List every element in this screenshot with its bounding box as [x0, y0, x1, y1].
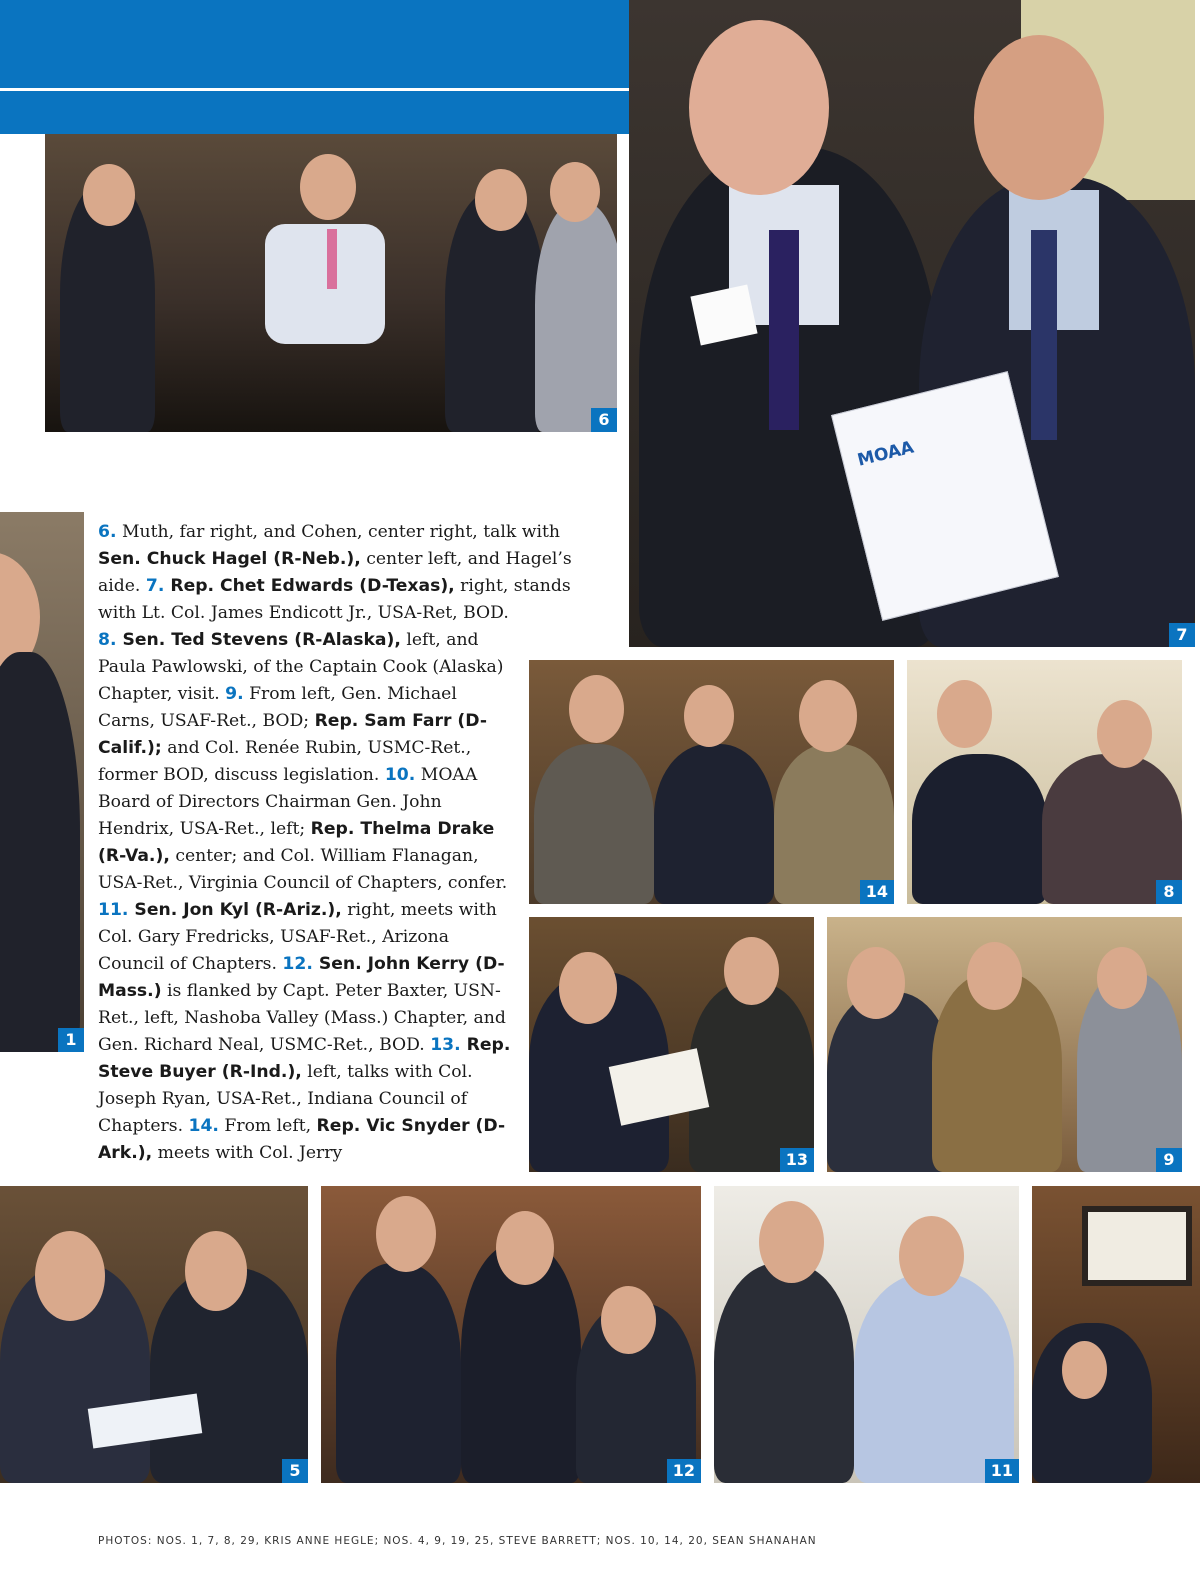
head: [759, 1201, 824, 1283]
head: [724, 937, 779, 1005]
photo-number: 14: [860, 880, 894, 904]
photo-credits: PHOTOS: NOS. 1, 7, 8, 29, KRIS ANNE HEGLE; NOS. 4, 9, 19, 25, STEVE BARRETT; NOS. 10, 14, 20, SEAN SHANAHAN: [98, 1535, 817, 1547]
caption-body: MOAA Board of Directors Chairman Gen. John Hendrix, USA-Ret., left;: [98, 765, 478, 839]
caption-number: 10.: [384, 765, 416, 785]
head: [967, 942, 1022, 1010]
photo-number: 1: [58, 1028, 84, 1052]
caption-body: is flanked by Capt. Peter Baxter, USN-Ret., left, Nashoba Valley (Mass.) Chapter, and Gen. Richard Neal, USMC-Ret., BOD.: [98, 981, 506, 1055]
head: [847, 947, 905, 1019]
caption-text-narrow: [98, 627, 513, 1167]
caption-body: right, meets with Col. Gary Fredricks, USAF-Ret., Arizona Council of Chapters.: [98, 900, 497, 974]
photo-number: 6: [591, 408, 617, 432]
head: [496, 1211, 554, 1285]
caption-number: 12.: [282, 954, 313, 974]
head: [550, 162, 600, 222]
caption-body: From left, Gen. Michael Carns, USAF-Ret., BOD;: [98, 684, 457, 731]
photo-8: [907, 660, 1182, 904]
photo-13: [529, 917, 814, 1172]
caption-number: 8.: [98, 630, 117, 650]
person: [535, 202, 617, 432]
photo-number: 12: [667, 1459, 701, 1483]
tie: [769, 230, 799, 430]
photo-number: 8: [1156, 880, 1182, 904]
caption-number: 7.: [145, 576, 165, 596]
photo-1: [0, 512, 84, 1052]
caption-body: center; and Col. William Flanagan, USA-Ret., Virginia Council of Chapters, confer.: [98, 846, 508, 893]
caption-name: Sen. Chuck Hagel (R-Neb.),: [98, 549, 361, 569]
caption-name: Rep. Vic Snyder (D-Ark.),: [98, 1116, 506, 1163]
caption-name: Rep. Thelma Drake (R-Va.),: [98, 819, 495, 866]
caption-name: Sen. Jon Kyl (R-Ariz.),: [128, 900, 342, 920]
head: [185, 1231, 247, 1311]
head: [83, 164, 135, 226]
caption-body: left, talks with Col. Joseph Ryan, USA-Ret., Indiana Council of Chapters.: [98, 1062, 473, 1136]
caption-body: left, and Paula Pawlowski, of the Captain Cook (Alaska) Chapter, visit.: [98, 630, 504, 704]
photo-number: 7: [1169, 623, 1195, 647]
folder-logo: MOAA: [855, 437, 916, 471]
header-band-rule: [0, 88, 630, 91]
caption-body: right, stands with Lt. Col. James Endicott Jr., USA-Ret, BOD.: [98, 576, 571, 623]
caption-name: Sen. John Kerry (D-Mass.): [98, 954, 505, 1001]
person: [654, 744, 774, 904]
head: [376, 1196, 436, 1272]
person: [336, 1263, 461, 1483]
person: [689, 982, 814, 1172]
head: [799, 680, 857, 752]
shirt: [265, 224, 385, 344]
head: [300, 154, 356, 220]
photo-12: [321, 1186, 701, 1483]
person: [714, 1263, 854, 1483]
photo-number: 11: [985, 1459, 1019, 1483]
caption-body: center left, and Hagel’s aide.: [98, 549, 572, 596]
caption-number: 11.: [98, 900, 129, 920]
caption-name: Sen. Ted Stevens (R-Alaska),: [116, 630, 401, 650]
framed-picture: [1082, 1206, 1192, 1286]
caption-number: 6.: [98, 522, 117, 542]
head: [569, 675, 624, 743]
caption-body: meets with Col. Jerry: [152, 1143, 343, 1163]
caption-number: 9.: [225, 684, 244, 704]
head: [1062, 1341, 1107, 1399]
photo-number: 9: [1156, 1148, 1182, 1172]
caption-body: From left,: [218, 1116, 317, 1136]
caption-name: Rep. Chet Edwards (D-Texas),: [164, 576, 455, 596]
photo-7: [629, 0, 1195, 647]
caption-number: 13.: [430, 1035, 461, 1055]
person: [534, 744, 654, 904]
caption-body: and Col. Renée Rubin, USMC-Ret., former BOD, discuss legislation.: [98, 738, 472, 785]
head: [559, 952, 617, 1024]
head: [35, 1231, 105, 1321]
head: [937, 680, 992, 748]
head: [1097, 947, 1147, 1009]
photo-9: [827, 917, 1182, 1172]
photo-14: [529, 660, 894, 904]
photo-5: [0, 1186, 308, 1483]
tie: [327, 229, 337, 289]
caption-text: [98, 519, 598, 627]
photo-partial-right: [1032, 1186, 1200, 1483]
photo-number: 5: [282, 1459, 308, 1483]
person: [912, 754, 1047, 904]
person: [854, 1273, 1014, 1483]
head: [689, 20, 829, 195]
caption-name: Rep. Steve Buyer (R-Ind.),: [98, 1035, 511, 1082]
caption-number: 14.: [188, 1116, 219, 1136]
photo-11: [714, 1186, 1019, 1483]
head: [684, 685, 734, 747]
caption-name: Rep. Sam Farr (D-Calif.);: [98, 711, 487, 758]
head: [899, 1216, 964, 1296]
header-band: [0, 0, 630, 134]
tie: [1031, 230, 1057, 440]
head: [1097, 700, 1152, 768]
caption-body: Muth, far right, and Cohen, center right, talk with: [116, 522, 560, 542]
photo-number: 13: [780, 1148, 814, 1172]
head: [601, 1286, 656, 1354]
person: [0, 652, 80, 1052]
head: [475, 169, 527, 231]
photo-6: [45, 134, 617, 432]
head: [974, 35, 1104, 200]
